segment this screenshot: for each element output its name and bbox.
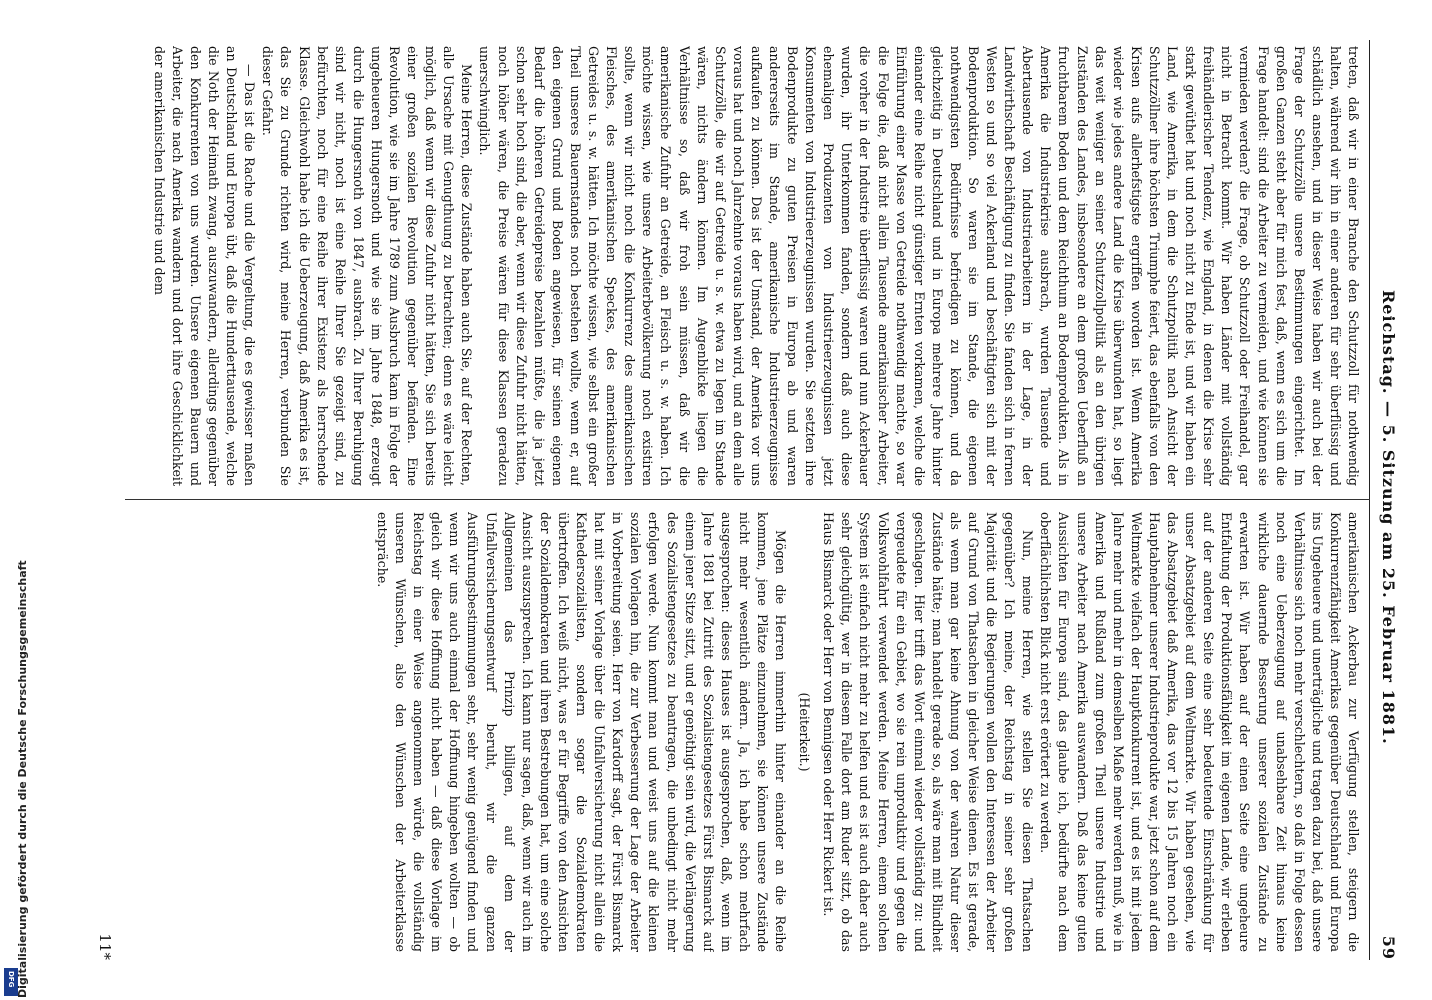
left-column bbox=[127, 46, 1362, 486]
paragraph: — Das ist die Rache und die Vergeltung, die es gewisser maßen an Deutschland und Europa übt, daß die Hunderttausende, welche die Noth der Heimath zwang, auszuwandern, allerdings gegenüber den Konkurrenten von uns wurden. Unsere eigenen Bauern und Arbeiter, die nach Amerika wandern und dort ihre Geschicklichkeit der amerikanischen Industrie und dem bbox=[151, 46, 258, 486]
page-header bbox=[1372, 40, 1402, 960]
paragraph: Nun, meine Herren, wie stellen Sie diesen Thatsachen gegenüber? Ich meine, der Reichstag in seiner sehr großen Majorität und die Regierungen wollen den Interessen der Arbeiter auf Grund von Thatsachen in gleicher Weise dienen. Es ist gerade, als wenn man gar keine Ahnung von der wahren Natur dieser Zustände hätte; man handelt gerade so, als wäre man mit Blindheit geschlagen. Hier trifft das Wort einmal wieder vollständig zu: und vergeudete für ein Gebiet, wo sie rein unproduktiv und gegen die Volkswohlfahrt verwendet werden. Meine Herren, einem solchen System ist einfach nicht mehr zu helfen und es ist auch daher auch sehr gleichgültig, wer in diesem Falle dort am Ruder sitzt, ob das Haus Bismarck oder Herr von Bennigsen oder Herr Rickert ist. bbox=[821, 512, 1036, 952]
paragraph: Mögen die Herren immerhin hinter einander an die Reihe kommen, jene Plätze einzunehmen, sie können unsere Zustände nicht mehr wesentlich ändern. Ja, ich habe schon mehrfach ausgesprochen: dieses Hauses ist ausgesprochen, daß, wenn im Jahre 1881 bei Zutritt des Sozialistengesetzes Fürst Bismarck auf einem jener Sitze sitzt, und er genöthigt sein wird, die Verlängerung des Sozialistengesetzes zu beantragen, die unbedingt nicht mehr erfolgen werde. Nun kommt man und weist uns auf die kleinen sozialen Vorlagen hin, die zur Verbesserung der Lage der Arbeiter in Vorbereitung seien. Herr von Kardorff sagt, der Fürst Bismarck hat mit seiner Vorlage über die Unfallversicherung nicht allein die Kathedersozialisten, sondern sogar die Sozialdemokraten übertroffen. Ich weiß nicht, was er für Begriffe von den Ansichten der Sozialdemokraten und ihren Bestrebungen hat, um eine solche Ansicht auszusprechen. Ich kann nur sagen, daß, wenn wir auch im Allgemeinen das Prinzip billigen, auf dem der Unfallversicherungsentwurf beruht, wir die ganzen Ausführungsbestimmungen sehr, sehr wenig genügend finden und wenn wir uns auch einmal der Hoffnung hingeben wollten — ob gleich wir diese Hoffnung nicht haben — daß diese Vorlage im Reichstag in einer Weise angenommen würde, die vollständig unseren Wünschen, also den Wünschen der Arbeiterklasse entspräche. bbox=[375, 512, 789, 952]
page-number: 59 bbox=[1379, 935, 1398, 960]
paragraph: Meine Herren, diese Zustände haben auch Sie, auf der Rechten, alle Ursache mit Genugthuung zu betrachten; denn es wäre leicht möglich, daß wenn wir diese Zufuhr nicht hätten, Sie sich bereits einer großen sozialen Revolution gegenüber befänden. Eine Revolution, wie sie im Jahre 1789 zum Ausbruch kam in Folge der ungeheueren Hungersnoth und wie sie im Jahre 1848, erzeugt durch die Hungersnoth von 1847, ausbrach. Zu Ihrer Beruhigung sind wir nicht, noch ist eine Reihe Ihrer Sie gezeigt sind, zu befürchten, noch für eine Reihe ihrer Existenz als herrschende Klasse. Gleichwohl habe ich die Ueberzeugung, daß Amerika es ist, das Sie zu Grunde richten wird, meine Herren, verbunden Sie dieser Gefahr. bbox=[260, 46, 475, 486]
running-head: Reichstag. — 5. Sitzung am 25. Februar 1881. bbox=[1379, 290, 1398, 745]
right-column bbox=[127, 512, 1362, 952]
digitization-credit bbox=[0, 0, 29, 1000]
paragraph: amerikanischen Ackerbau zur Verfügung stellen, steigern die Konkurrenzfähigkeit Amerikas gegenüber Deutschland und Europa ins Ungeheuere und unerträgliche und tragen dazu bei, daß unsere Verhältnisse sich noch mehr verschlechtern, so daß in Folge dessen noch eine Ueberzeugung auf unabsehbare Zeit hinaus keine wirkliche dauernde Besserung unserer sozialen Zustände zu erwarten ist. Wir haben auf der einen Seite eine ungeheure Entfaltung der Produktionsfähigkeit im eigenen Lande, wir erleben auf der anderen Seite eine sehr bedeutende Einschränkung für unser Absatzgebiet auf dem Weltmarkte. Wir haben gesehen, wie das Absatzgebiet daß Amerika, das vor 12 bis 15 Jahren noch ein Hauptabnehmer unserer Industrieprodukte war, jetzt schon auf dem Weltmarkte vielfach der Hauptkonkurrent ist, und es ist mit jedem Jahre mehr und mehr in demselben Maße mehr werden muß, wie in Amerika und Rußland zum großen Theil unsere Industrie und unsere Arbeiter nach Amerika auswandern. Daß das keine guten Aussichten für Europa sind, das glaube ich, bedürfte nach dem oberflächlichsten Blick nicht erst erörtert zu werden. bbox=[1038, 512, 1361, 952]
credit-text: Digitalisierung gefördert durch die Deutsche Forschungsgemeinschaft bbox=[16, 560, 29, 998]
header-rule bbox=[1369, 40, 1370, 960]
column-divider bbox=[125, 499, 1370, 500]
dfg-logo: DFG bbox=[4, 968, 18, 996]
interjection-laughter: (Heiterkeit.) bbox=[797, 692, 813, 772]
signature-mark: 11* bbox=[96, 933, 114, 960]
paragraph: treten, daß wir in einer Branche den Schutzzoll für nothwendig halten, während wir ihn in einer anderen für sehr überflüssig und schädlich ansehen, und in dieser Weise haben wir auch bei der Frage der Schutzzölle unsere Bestimmungen eingerichtet. Im großen Ganzen steht aber für mich fest, daß, wenn es sich um die Frage handelt: sind die Arbeiter zu vermeiden, und wie können sie vermieden werden? die Frage, ob Schutzzoll oder Freihandel, gar nicht in Betracht kommt. Wir haben Länder mit vollständig freihändlerischer Tendenz, wie England, in denen die Krise sehr stark gewüthet hat und noch nicht zu Ende ist, und wir haben ein Land, wie Amerika, in dem die Schutzpolitik nach Ansicht der Schutzzöllner ihre höchsten Triumphe feiert, das ebenfalls von den Krisen aufs allerhefstigste ergriffen worden ist. Wenn Amerika wieder wie jedes andere Land die Krise überwunden hat, so liegt das weit weniger an seiner Schutzzollpolitik als an den übrigen Zuständen des Landes, insbesondere an dem großen Ueberfluß an fruchtbarem Boden und dem Reichthum an Bodenprodukten. Als in Amerika die Industriekrise ausbrach, wurden Tausende und Abertausende von Industriearbeitern in der Lage, in der Landwirthschaft Beschäftigung zu finden. Sie fanden sich in fernen Westen so und so viel Ackerland und beschäftigten sich mit der Bodenproduktion. So waren sie im Stande, die eigenen nothwendigsten Bedürfnisse befriedigen zu können, und da gleichzeitig in Deutschland und in Europa mehrere Jahre hinter einander eine Reihe nicht günstiger Ernten vorkamen, welche die Einführung einer Masse von Getreide nothwendig machte, so war die Folge die, daß nicht allein Tausende amerikanischer Arbeiter, die vorher in der Industrie überflüssig waren und nun Ackerbauer wurden, ihr Unterkommen fanden, sondern daß auch diese ehemaligen Produzenten von Industrieerzeugnissen jetzt Konsumenten von Industrieerzeugnissen wurden. Sie setzten ihre Bodenprodukte zu guten Preisen in Europa ab und waren andererseits im Stande, amerikanische Industrieerzeugnisse aufkaufen zu können. Das ist der Umstand, der Amerika vor uns voraus hat und noch Jahrzehnte voraus haben wird, und an dem alle Schutzzölle, die wir auf Getreide u. s. w. etwa zu legen im Stande wären, nichts ändern können. Im Augenblicke liegen die Verhältnisse so, daß wir froh sein müssen, daß wir die amerikanische Zufuhr an Getreide, an Fleisch u. s. w. haben. Ich möchte wissen, wie unsere Arbeiterbevölkerung noch existiren sollte, wenn wir nicht noch die Konkurrenz des amerikanischen Fleisches, des amerikanischen Speckes, des amerikanischen Getreides u. s. w. hätten. Ich möchte wissen, wie selbst ein großer Theil unseres Bauernstandes noch bestehen wollte, wenn er, auf den eigenen Grund und Boden angewiesen, für seinen eigenen Bedarf die höheren Getreidepreise bezahlen müßte, die ja jetzt schon sehr hoch sind, die aber, wenn wir diese Zufuhr nicht hätten, noch höher wären, die Preise wären für diese Klassen geradezu unerschwinglich. bbox=[477, 46, 1361, 486]
